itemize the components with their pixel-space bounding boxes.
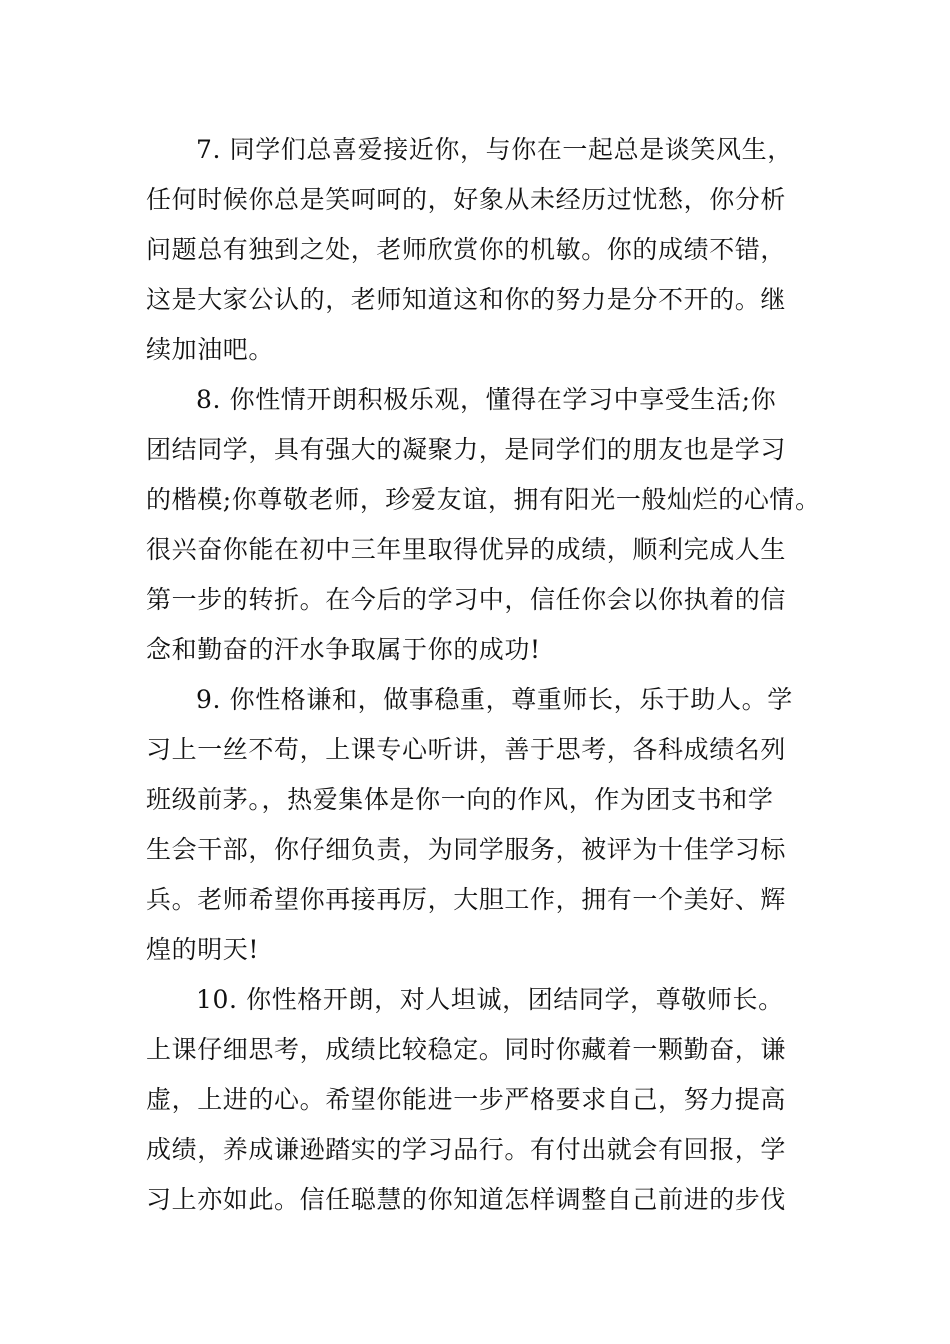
paragraph-7-line-4: 这是大家公认的，老师知道这和你的努力是分不开的。继 <box>146 285 787 314</box>
paragraph-10-line-5: 习上亦如此。信任聪慧的你知道怎样调整自己前进的步伐 <box>146 1185 787 1214</box>
paragraph-9-line-5: 兵。老师希望你再接再厉，大胆工作，拥有一个美好、辉 <box>146 885 787 914</box>
paragraph-10-line-2: 上课仔细思考，成绩比较稳定。同时你藏着一颗勤奋，谦 <box>146 1035 787 1064</box>
paragraph-8-line-4: 很兴奋你能在初中三年里取得优异的成绩，顺利完成人生 <box>146 535 787 564</box>
paragraph-8-line-3: 的楷模;你尊敬老师，珍爱友谊，拥有阳光一般灿烂的心情。 <box>146 485 821 514</box>
paragraph-7-line-3: 问题总有独到之处，老师欣赏你的机敏。你的成绩不错， <box>146 235 787 264</box>
paragraph-9-line-1: 9. 你性格谦和，做事稳重，尊重师长，乐于助人。学 <box>196 685 793 714</box>
paragraph-7-line-5: 续加油吧。 <box>146 335 275 364</box>
paragraph-10-line-3: 虚，上进的心。希望你能进一步严格要求自己，努力提高 <box>146 1085 787 1114</box>
paragraph-8-line-6: 念和勤奋的汗水争取属于你的成功! <box>146 635 541 664</box>
paragraph-7-line-2: 任何时候你总是笑呵呵的，好象从未经历过忧愁，你分析 <box>146 185 787 214</box>
paragraph-9-line-4: 生会干部，你仔细负责，为同学服务，被评为十佳学习标 <box>146 835 787 864</box>
paragraph-9-line-6: 煌的明天! <box>146 935 260 964</box>
paragraph-9-line-3: 班级前茅。，热爱集体是你一向的作风，作为团支书和学 <box>146 785 774 814</box>
paragraph-8-line-2: 团结同学，具有强大的凝聚力，是同学们的朋友也是学习 <box>146 435 787 464</box>
paragraph-9-line-2: 习上一丝不苟，上课专心听讲，善于思考，各科成绩名列 <box>146 735 787 764</box>
paragraph-7-line-1: 7. 同学们总喜爱接近你，与你在一起总是谈笑风生， <box>196 135 793 164</box>
paragraph-10-line-1: 10. 你性格开朗，对人坦诚，团结同学，尊敬师长。 <box>196 985 784 1014</box>
paragraph-10-line-4: 成绩，养成谦逊踏实的学习品行。有付出就会有回报，学 <box>146 1135 787 1164</box>
paragraph-8-line-5: 第一步的转折。在今后的学习中，信任你会以你执着的信 <box>146 585 787 614</box>
paragraph-8-line-1: 8. 你性情开朗积极乐观，懂得在学习中享受生活;你 <box>196 385 777 414</box>
